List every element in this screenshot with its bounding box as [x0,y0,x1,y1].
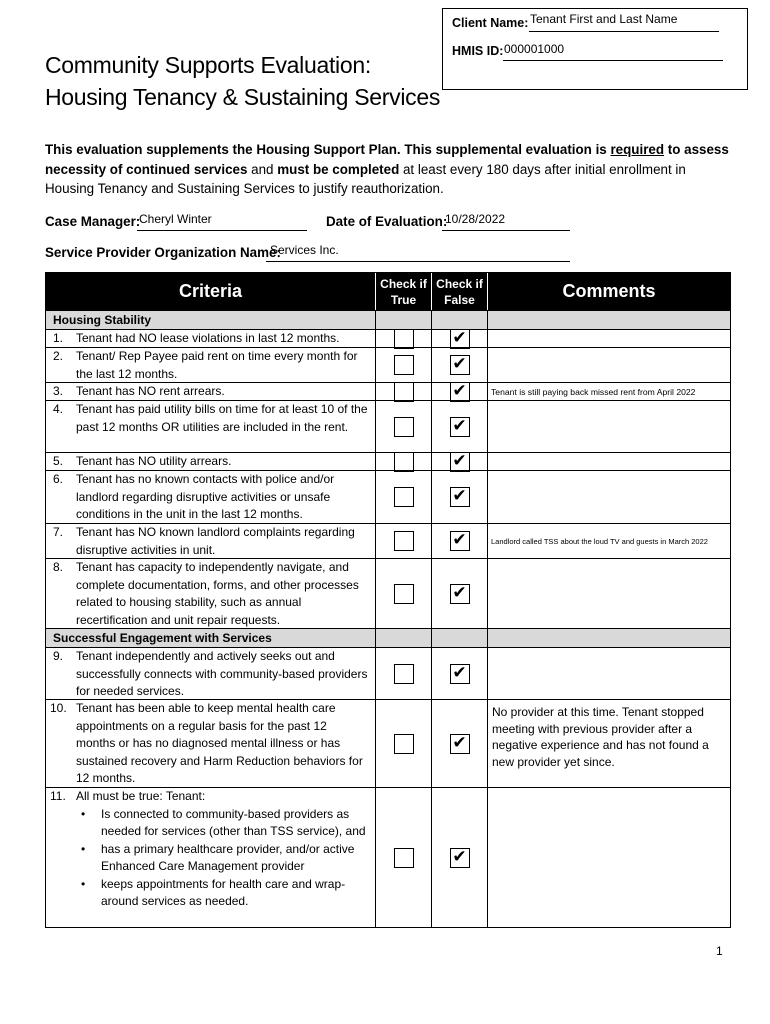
list-item: • keeps appointments for health care and wrap-around services as needed. [76,876,369,911]
title-line-1: Community Supports Evaluation: [45,52,371,78]
true-checkbox[interactable] [394,848,414,868]
false-checkbox-checked[interactable]: ✔ [450,584,470,604]
true-checkbox[interactable] [394,452,414,472]
client-name-value: Tenant First and Last Name [530,12,678,26]
intro-part-1: This evaluation supplements the Housing Support Plan. This supplemental evaluation is [45,142,611,157]
hmis-id-field[interactable] [503,42,723,61]
list-item: • has a primary healthcare provider, and/or active Enhanced Care Management provider [76,841,369,876]
true-checkbox[interactable] [394,531,414,551]
false-checkbox-checked[interactable]: ✔ [450,848,470,868]
true-checkbox[interactable] [394,417,414,437]
criteria-cell: 3. Tenant has NO rent arrears. [53,384,225,398]
true-checkbox[interactable] [394,584,414,604]
hmis-id-label: HMIS ID: [452,44,504,58]
comment-cell[interactable]: No provider at this time. Tenant stopped meeting with previous provider after a negative experience and has not found a new provider yet since. [492,705,709,769]
table-row [46,382,730,400]
criteria-cell: 5. Tenant has NO utility arrears. [53,454,232,468]
org-name-field[interactable] [266,245,570,262]
table-row [46,329,730,347]
intro-must: must be completed [277,161,400,177]
page-number: 1 [716,944,723,958]
table-row [46,470,730,523]
comment-cell[interactable] [488,453,730,470]
false-checkbox-checked[interactable]: ✔ [450,664,470,684]
criteria-cell: 11. All must be true: Tenant: • Is connected to community-based providers as needed for services (other than TSS service), and • has a primary healthcare provider, and/or active Enhanced Care Management provider • keeps appointments for health care and wrap-around services as needed. [46,788,375,927]
date-of-evaluation-field[interactable] [442,214,570,231]
org-name-label: Service Provider Organization Name: [45,245,281,260]
false-checkbox-checked[interactable]: ✔ [450,329,470,349]
comment-cell[interactable] [488,788,730,927]
criteria-cell: 2. Tenant/ Rep Payee paid rent on time every month for the last 12 months. [53,349,358,381]
client-name-label: Client Name: [452,16,529,30]
org-name-value: Services Inc. [270,243,339,257]
hmis-id-value: 000001000 [504,42,565,56]
true-checkbox[interactable] [394,329,414,349]
intro-required: required [610,142,665,157]
true-checkbox[interactable] [394,664,414,684]
criteria-cell: 9. Tenant independently and actively seeks out and successfully connects with community-based providers for needed services. [53,649,368,698]
title-line-2: Housing Tenancy & Sustaining Services [45,84,441,110]
comment-cell[interactable] [488,559,730,628]
comments-header: Comments [487,273,730,310]
criteria-cell: 4. Tenant has paid utility bills on time for at least 10 of the past 12 months OR utilities are included in the rent. [53,402,368,434]
comment-cell[interactable] [488,330,730,347]
false-checkbox-checked[interactable]: ✔ [450,734,470,754]
criteria-cell: 10. Tenant has been able to keep mental health care appointments on a regular basis for the past 12 months or has no diagnosed mental illness or has sustained recovery and Harm Reduction behaviors for 12 months. [50,701,363,785]
table-row [46,347,730,382]
intro-part-3: and [247,161,278,177]
false-checkbox-checked[interactable]: ✔ [450,355,470,375]
false-checkbox-checked[interactable]: ✔ [450,417,470,437]
true-checkbox[interactable] [394,382,414,402]
criteria-cell: 8. Tenant has capacity to independently navigate, and complete documentation, forms, and other processes related to housing stability, such as annual recertification and unit repair requests. [53,560,359,627]
evaluation-table [45,272,731,928]
check-false-header: Check if False [431,273,487,310]
table-row [46,400,730,452]
intro-paragraph [45,140,735,199]
client-name-field[interactable] [529,12,719,32]
date-of-evaluation-value: 10/28/2022 [445,212,506,226]
false-checkbox-checked[interactable]: ✔ [450,382,470,402]
false-checkbox-checked[interactable]: ✔ [450,452,470,472]
criteria-cell: 6. Tenant has no known contacts with police and/or landlord regarding disruptive activities or unsafe conditions in the unit in the last 12 months. [53,472,335,521]
section-successful-engagement [46,628,730,647]
table-header [46,273,730,310]
section-housing-stability [46,310,730,329]
comment-cell[interactable] [488,648,730,699]
client-info-box [442,8,748,90]
comment-cell[interactable]: Tenant is still paying back missed rent from April 2022 [491,386,696,397]
intro-part-4: at least every 180 days after initial enrollment in Housing Tenancy and Sustaining Services to justify reauthorization. [45,161,686,196]
criteria-cell: 1. Tenant had NO lease violations in last 12 months. [53,331,340,345]
table-row [46,787,730,927]
date-of-evaluation-label: Date of Evaluation: [326,214,448,229]
table-row [46,452,730,470]
table-row [46,699,730,787]
comment-cell[interactable] [488,471,730,523]
true-checkbox[interactable] [394,487,414,507]
comment-cell[interactable] [488,348,730,382]
criteria-header: Criteria [178,281,243,301]
case-manager-value: Cheryl Winter [139,212,212,226]
table-row [46,647,730,699]
page-title [45,49,440,113]
case-manager-label: Case Manager: [45,214,141,229]
section-title: Successful Engagement with Services [53,631,272,645]
false-checkbox-checked[interactable]: ✔ [450,487,470,507]
false-checkbox-checked[interactable]: ✔ [450,531,470,551]
comment-cell[interactable] [488,401,730,452]
table-row [46,558,730,628]
table-row [46,523,730,558]
list-item: • Is connected to community-based providers as needed for services (other than TSS service), and [76,806,369,841]
true-checkbox[interactable] [394,355,414,375]
intro-part-2: to assess necessity of continued services [45,142,729,177]
case-manager-field[interactable] [137,214,307,231]
comment-cell[interactable]: Landlord called TSS about the loud TV and guests in March 2022 [491,536,708,546]
section-title: Housing Stability [53,313,152,327]
true-checkbox[interactable] [394,734,414,754]
criteria-cell: 7. Tenant has NO known landlord complaints regarding disruptive activities in unit. [53,525,355,557]
check-true-header: Check if True [375,273,431,310]
